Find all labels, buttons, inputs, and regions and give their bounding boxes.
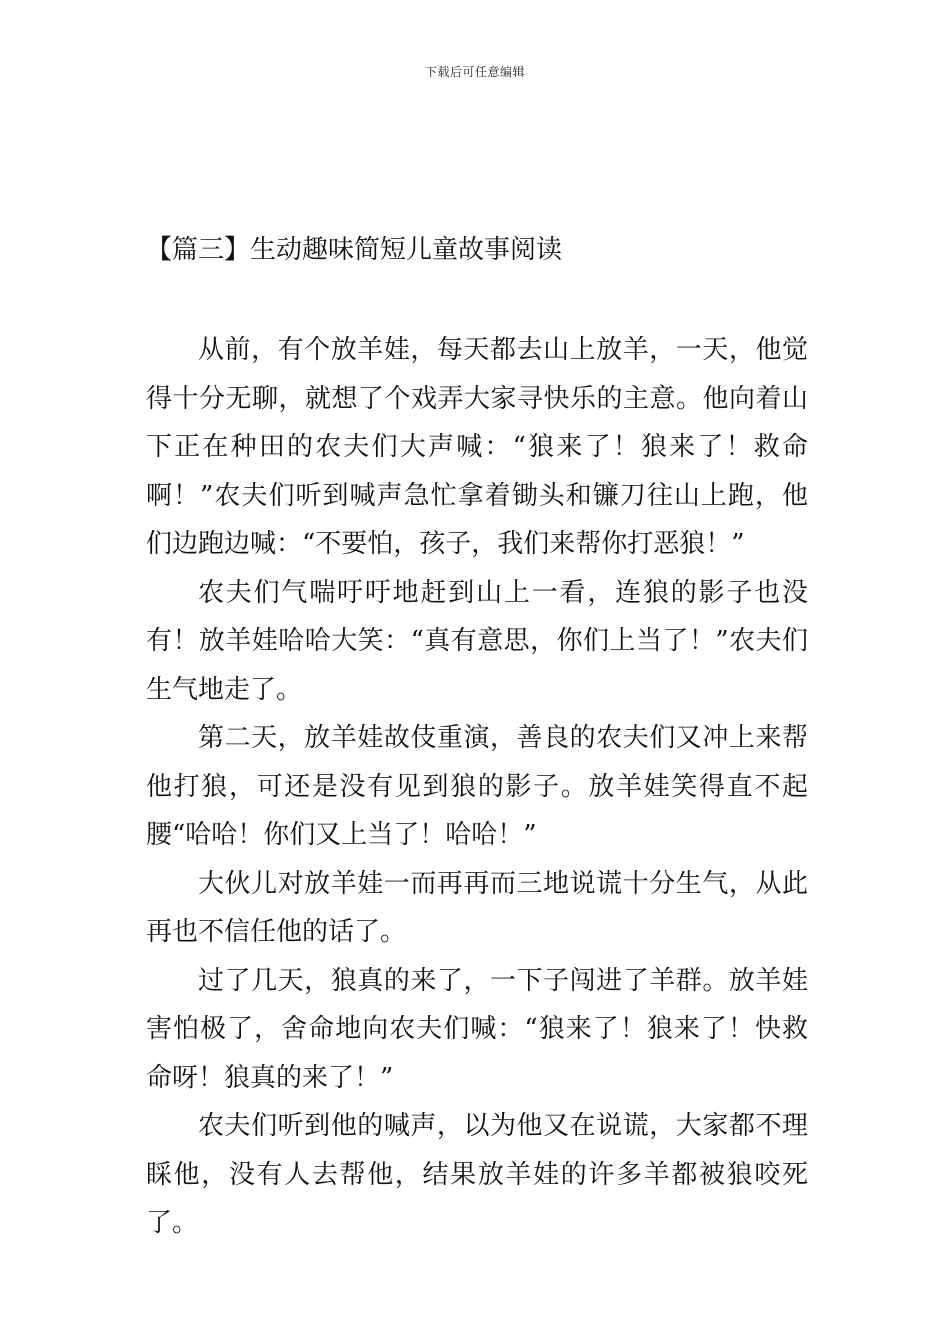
story-paragraph: 过了几天，狼真的来了，一下子闯进了羊群。放羊娃害怕极了，舍命地向农夫们喊：“狼来了！狼来了！快救命呀！狼真的来了！”	[146, 965, 808, 1093]
story-paragraph: 农夫们气喘吁吁地赶到山上一看，连狼的影子也没有！放羊娃哈哈大笑：“真有意思，你们上当了！”农夫们生气地走了。	[146, 577, 808, 705]
story-paragraph: 农夫们听到他的喊声，以为他又在说谎，大家都不理睬他，没有人去帮他，结果放羊娃的许多羊都被狼咬死了。	[146, 1111, 808, 1238]
header-note: 下载后可任意编辑	[424, 65, 525, 79]
document-title: 【篇三】生动趣味简短儿童故事阅读	[146, 235, 563, 265]
story-paragraph: 大伙儿对放羊娃一而再再而三地说谎十分生气，从此再也不信任他的话了。	[146, 868, 808, 947]
story-paragraph: 第二天，放羊娃故伎重演，善良的农夫们又冲上来帮他打狼，可还是没有见到狼的影子。放羊娃笑得直不起腰“哈哈！你们又上当了！哈哈！”	[146, 723, 808, 850]
story-paragraph: 从前，有个放羊娃，每天都去山上放羊，一天，他觉得十分无聊，就想了个戏弄大家寻快乐的主意。他向着山下正在种田的农夫们大声喊：“狼来了！狼来了！救命啊！”农夫们听到喊声急忙拿着锄头和镰刀往山上跑，他们边跑边喊：“不要怕，孩子，我们来帮你打恶狼！”	[146, 335, 808, 559]
story-body	[146, 326, 808, 1248]
